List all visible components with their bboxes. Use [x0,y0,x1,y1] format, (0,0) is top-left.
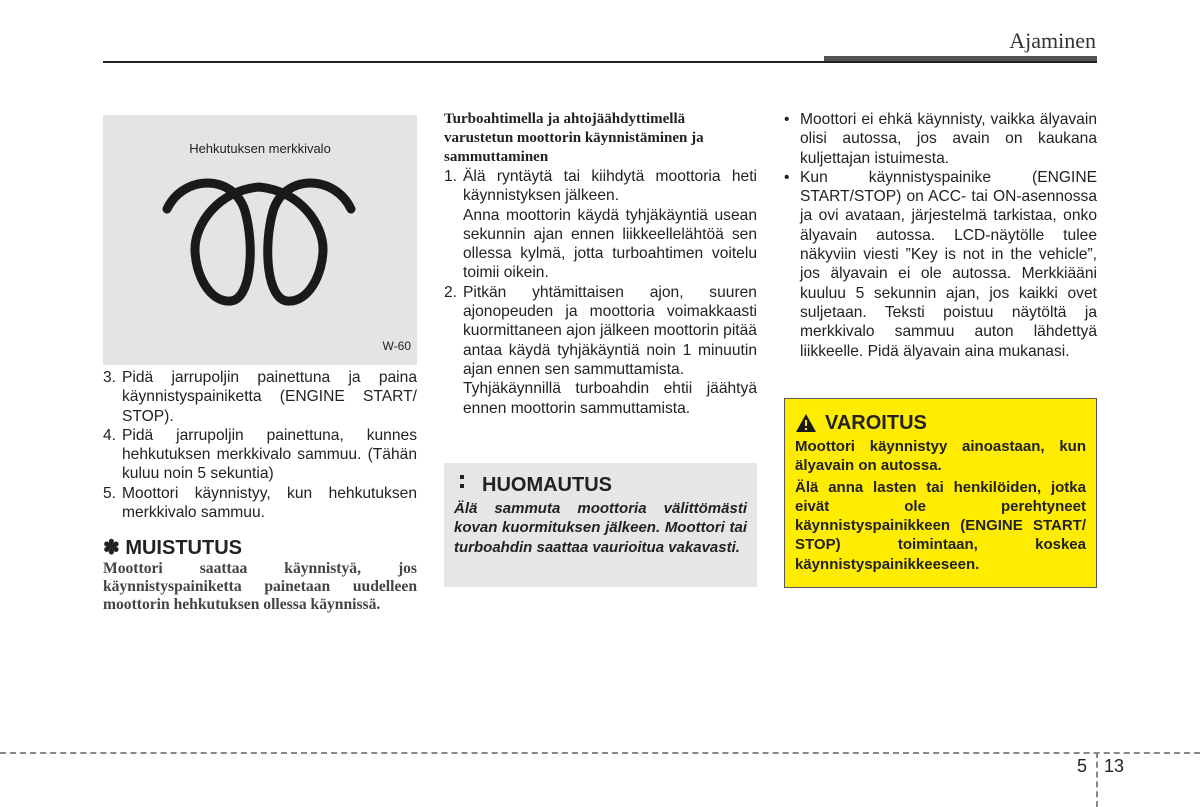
caution-header [454,473,747,497]
note-body: Moottori saattaa käynnistyä, jos käynnistyspainiketta painetaan uudelleen moottorin hehkutuksen ollessa käynnissä. [103,560,417,614]
turbo-steps-list-2 [444,283,757,379]
smart-key-bullets [784,110,1097,361]
caution-box [444,463,757,587]
footer-divider [1096,752,1098,807]
warning-title: VAROITUS [825,412,927,434]
caution-title: HUOMAUTUS [482,474,612,496]
warning-line: Moottori käynnistyy ainoastaan, kun älyavain on autossa. [795,438,1086,475]
exclamation-icon [454,473,470,497]
page-number: 13 [1104,756,1125,776]
footer-rule [0,752,1200,754]
step-subtext: Anna moottorin käydä tyhjäkäyntiä usean sekunnin ajan ennen liikkeellelähtöä sen ollessa kylmä, jotta turboahtimen voitelu toimii oikein. [463,206,757,282]
list-item [444,283,757,379]
list-item [103,426,417,484]
step-text: Pidä jarrupoljin painettuna ja paina käynnistyspainiketta (ENGINE START/ STOP). [122,369,417,425]
list-item [444,167,757,206]
figure-code: W-60 [382,338,411,353]
glow-indicator-figure [103,115,417,365]
step-text: Älä ryntäytä tai kiihdytä moottoria heti käynnistyksen jälkeen. [463,168,757,205]
step-text: Pidä jarrupoljin painettuna, kunnes hehkutuksen merkkivalo sammuu. (Tähän kuluu noin 5 sekuntia) [122,426,417,483]
caution-body: Älä sammuta moottoria välittömästi kovan kuormituksen jälkeen. Moottori tai turboahdin saattaa vaurioitua vakavasti. [454,500,747,556]
step-subtext: Tyhjäkäynnillä turboahdin ehtii jäähtyä ennen moottorin sammuttamista. [463,380,757,417]
column-1 [103,115,417,614]
bullet-text: Kun käynnistyspainike (ENGINE START/STOP) on ACC- tai ON-asennossa ja ovi avataan, järjestelmä tarkistaa, onko älyavain autossa. LCD-näytölle tulee näkyviin viesti ”Key is not in the vehicle”, jos älyavain ei ole autossa. Merkkiääni kuuluu 5 sekunnin ajan, jos kaikki ovet suljetaan. Teksti poistuu näytöltä ja merkkivalo sammuu auton lähdettyä liikkeelle. Pidä älyavain aina mukanasi. [800,168,1097,360]
start-steps-list [103,368,417,522]
step-text: Pitkän yhtämittaisen ajon, suuren ajonopeuden ja moottoria voimakkaasti kuormittaneen ajon jälkeen moottorin pitää antaa käydä tyhjäkäyntiä noin 1 minuutin ajan ennen sen sammuttamista. [463,283,757,378]
bullet-icon: • [784,168,790,186]
step-number: 2. [444,283,458,301]
step-number: 1. [444,168,458,185]
step-number: 4. [103,426,117,444]
warning-box [784,398,1097,588]
turbo-section-title: Turboahtimella ja ahtojäähdyttimellä varustetun moottorin käynnistäminen ja sammuttaminen [444,111,704,165]
step-number: 3. [103,369,117,386]
note-title: ✽ MUISTUTUS [103,537,242,560]
column-3 [784,110,1097,361]
chapter-number: 5 [1077,756,1088,776]
step-number: 5. [103,484,117,502]
figure-caption: Hehkutuksen merkkivalo [189,141,331,156]
step-text: Moottori käynnistyy, kun hehkutuksen merkkivalo sammuu. [122,484,417,522]
bullet-icon: • [784,111,790,128]
warning-line: Älä anna lasten tai henkilöiden, jotka eivät ole perehtyneet käynnistyspainikkeen (ENGINE START/ STOP) toimintaan, koskea käynnistyspainikkeeseen. [795,478,1086,573]
header-rule [103,61,1097,63]
list-item [784,168,1097,361]
column-2 [444,110,757,418]
glow-plug-coil-icon [159,177,359,317]
list-item [103,484,417,523]
list-item [103,368,417,426]
warning-triangle-icon [795,413,817,433]
warning-header [795,411,1086,435]
bullet-text: Moottori ei ehkä käynnisty, vaikka älyavain olisi autossa, jos avain on kaukana kuljettajan istuimesta. [800,111,1097,167]
section-title: Ajaminen [1009,28,1096,53]
turbo-steps-list [444,167,757,206]
list-item [784,110,1097,168]
